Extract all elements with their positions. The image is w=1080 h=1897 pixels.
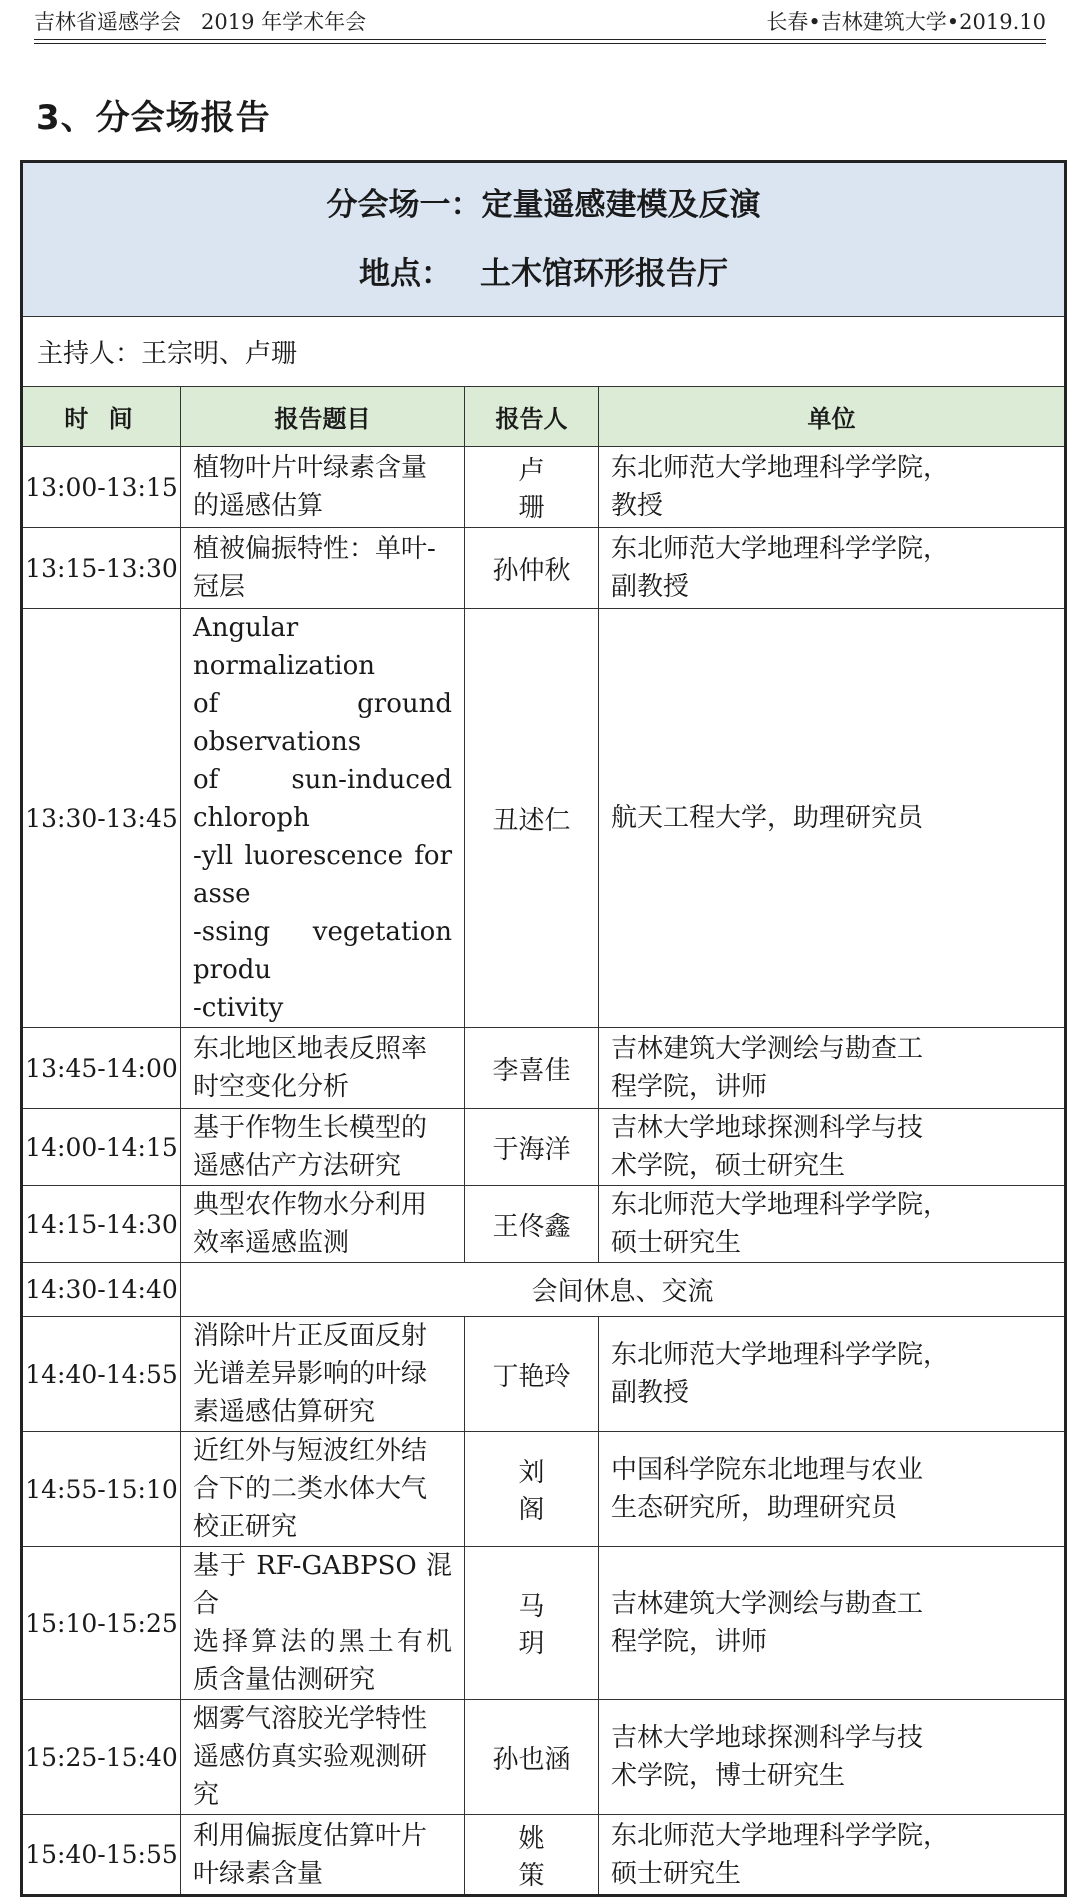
session-banner-row [22,162,1066,317]
time-cell: 14:55-15:10 [22,1432,181,1547]
title-line: of ground observations [193,689,452,757]
unit-line: 东北师范大学地理科学学院， [611,453,950,483]
header-rule [34,39,1046,40]
title-line: -yll luorescence for asse [193,841,452,909]
time-cell: 14:00-14:15 [22,1109,181,1186]
table-row [22,1028,1066,1109]
unit-line: 副教授 [611,1378,690,1408]
title-line: 质含量估测研究 [193,1665,376,1695]
title-line: 时空变化分析 [193,1072,350,1102]
unit-line: 生态研究所，助理研究员 [611,1493,898,1523]
title-line: 选择算法的黑土有机 [193,1627,452,1657]
time-cell: 15:10-15:25 [22,1547,181,1700]
schedule-table [20,160,1067,1897]
title-cell [181,1028,465,1109]
title-cell [181,1700,465,1815]
title-line: 东北地区地表反照率 [193,1034,428,1064]
title-line: 究 [193,1780,220,1810]
column-header-title: 报告题目 [181,387,465,447]
column-header-row [22,387,1066,447]
speaker-cell: 丁艳玲 [465,1317,599,1432]
title-line: -ssing vegetation produ [193,917,452,985]
unit-line: 吉林建筑大学测绘与勘查工 [611,1589,924,1619]
title-line: 遥感仿真实验观测研 [193,1742,428,1772]
unit-line: 中国科学院东北地理与农业 [611,1455,924,1485]
location-label: 地点： [359,255,452,292]
table-row [22,1186,1066,1263]
unit-cell [599,1186,1066,1263]
unit-line: 航天工程大学，助理研究员 [611,803,924,833]
title-line: 近红外与短波红外结 [193,1436,428,1466]
time-cell: 15:40-15:55 [22,1815,181,1896]
time-cell: 13:30-13:45 [22,609,181,1028]
title-line: 烟雾气溶胶光学特性 [193,1704,428,1734]
column-header-speaker: 报告人 [465,387,599,447]
speaker-cell: 马 玥 [465,1547,599,1700]
session-host: 主持人：王宗明、卢珊 [22,317,1066,387]
session-banner [22,162,1066,317]
speaker-cell: 王佟鑫 [465,1186,599,1263]
table-row [22,447,1066,528]
unit-line: 东北师范大学地理科学学院， [611,1190,950,1220]
title-line: 效率遥感监测 [193,1228,350,1258]
title-line: 基于 RF-GABPSO 混合 [193,1551,452,1619]
title-line: 植物叶片叶绿素含量 [193,453,428,483]
break-cell: 会间休息、交流 [181,1263,1066,1317]
title-line: 合下的二类水体大气 [193,1474,428,1504]
speaker-cell: 孙也涵 [465,1700,599,1815]
unit-cell [599,609,1066,1028]
title-cell [181,528,465,609]
unit-line: 硕士研究生 [611,1228,742,1258]
time-cell: 14:40-14:55 [22,1317,181,1432]
unit-line: 术学院，博士研究生 [611,1761,846,1791]
speaker-cell: 李喜佳 [465,1028,599,1109]
speaker-cell: 孙仲秋 [465,528,599,609]
title-line: 校正研究 [193,1512,298,1542]
unit-line: 硕士研究生 [611,1858,742,1889]
unit-cell [599,1109,1066,1186]
speaker-cell: 姚 策 [465,1815,599,1896]
unit-cell [599,1815,1066,1896]
unit-cell [599,1028,1066,1109]
table-row [22,1700,1066,1815]
column-header-time: 时 间 [22,387,181,447]
time-cell: 13:00-13:15 [22,447,181,528]
table-row [22,1547,1066,1700]
header-right: 长春•吉林建筑大学•2019.10 [766,10,1046,34]
column-header-unit: 单位 [599,387,1066,447]
speaker-cell: 于海洋 [465,1109,599,1186]
title-cell [181,1186,465,1263]
title-line: 植被偏振特性：单叶- [193,534,436,564]
title-line: 典型农作物水分利用 [193,1190,428,1220]
table-row [22,1109,1066,1186]
title-line: 基于作物生长模型的 [193,1113,428,1143]
running-header [34,6,1046,36]
unit-cell [599,1700,1066,1815]
title-cell [181,1109,465,1186]
unit-line: 术学院，硕士研究生 [611,1151,846,1181]
time-cell: 14:30-14:40 [22,1263,181,1317]
section-title: 3、分会场报告 [36,98,271,138]
speaker-cell: 刘 阁 [465,1432,599,1547]
unit-line: 东北师范大学地理科学学院， [611,534,950,564]
title-line: of sun-induced chloroph [193,765,452,833]
title-cell [181,1547,465,1700]
unit-line: 程学院，讲师 [611,1072,768,1102]
title-line: 叶绿素含量 [193,1858,324,1889]
time-cell: 13:15-13:30 [22,528,181,609]
speaker-cell: 卢 珊 [465,447,599,528]
session-location [23,255,1064,292]
title-line: 消除叶片正反面反射 [193,1321,428,1351]
title-line: 素遥感估算研究 [193,1397,376,1427]
unit-line: 东北师范大学地理科学学院， [611,1340,950,1370]
speaker-cell: 丑述仁 [465,609,599,1028]
table-row [22,528,1066,609]
unit-line: 副教授 [611,572,690,602]
title-line: 利用偏振度估算叶片 [193,1820,428,1851]
break-row [22,1263,1066,1317]
unit-line: 东北师范大学地理科学学院， [611,1820,950,1851]
title-line: 冠层 [193,572,246,602]
table-row [22,609,1066,1028]
title-cell [181,447,465,528]
table-row [22,1317,1066,1432]
unit-cell [599,1317,1066,1432]
header-rule-thin [34,43,1046,44]
unit-line: 吉林建筑大学测绘与勘查工 [611,1034,924,1064]
title-cell [181,1317,465,1432]
title-cell [181,1815,465,1896]
table-row [22,1432,1066,1547]
location-value: 土木馆环形报告厅 [480,255,728,292]
title-cell [181,609,465,1028]
schedule-body [22,162,1066,1896]
unit-line: 程学院，讲师 [611,1627,768,1657]
title-line: 光谱差异影响的叶绿 [193,1359,428,1389]
time-cell: 13:45-14:00 [22,1028,181,1109]
time-cell: 14:15-14:30 [22,1186,181,1263]
table-row [22,1815,1066,1896]
title-line: 的遥感估算 [193,491,324,521]
unit-line: 吉林大学地球探测科学与技 [611,1113,924,1143]
unit-cell [599,447,1066,528]
title-line: Angular normalization [193,613,375,681]
unit-line: 教授 [611,491,664,521]
unit-cell [599,1547,1066,1700]
unit-cell [599,1432,1066,1547]
unit-cell [599,528,1066,609]
title-cell [181,1432,465,1547]
host-row [22,317,1066,387]
title-line: -ctivity [193,993,284,1023]
title-line: 遥感估产方法研究 [193,1151,402,1181]
session-name: 分会场一：定量遥感建模及反演 [326,186,761,223]
time-cell: 15:25-15:40 [22,1700,181,1815]
header-left: 吉林省遥感学会 2019 年学术年会 [34,10,367,34]
unit-line: 吉林大学地球探测科学与技 [611,1723,924,1753]
